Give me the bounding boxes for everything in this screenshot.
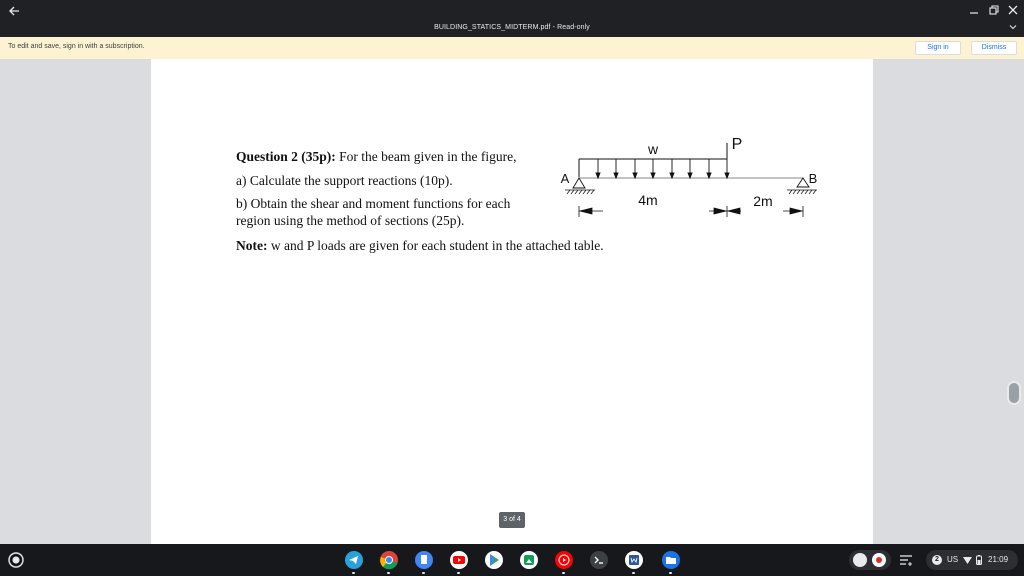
- part-b-line1: b) Obtain the shear and moment functions for each: [236, 196, 511, 211]
- support-b-label: B: [808, 171, 818, 186]
- sign-in-button[interactable]: Sign in: [915, 41, 961, 55]
- note-text: [236, 238, 604, 254]
- pdf-page: [151, 59, 873, 544]
- wifi-icon: [963, 556, 972, 564]
- support-a-label: A: [560, 171, 570, 186]
- capture-record-icon: [871, 552, 887, 568]
- distributed-load: [579, 159, 729, 178]
- subscription-banner: [0, 37, 1024, 59]
- files-icon[interactable]: [661, 550, 681, 570]
- running-indicator: [387, 572, 390, 574]
- question-text: For the beam given in the figure,: [335, 149, 517, 164]
- chrome-icon[interactable]: [379, 550, 399, 570]
- span-2-label: 2m: [753, 193, 773, 209]
- running-indicator: [669, 572, 672, 574]
- part-b-line2: region using the method of sections (25p).: [236, 213, 465, 228]
- page-indicator: 3 of 4: [499, 512, 525, 528]
- youtube-icon[interactable]: [449, 550, 469, 570]
- load-p-label: P: [731, 136, 743, 153]
- close-icon[interactable]: [1005, 2, 1021, 18]
- dismiss-button[interactable]: Dismiss: [971, 41, 1017, 55]
- play-store-icon[interactable]: [484, 550, 504, 570]
- banner-message: To edit and save, sign in with a subscription.: [8, 43, 145, 50]
- ime-menu-icon[interactable]: [898, 552, 914, 568]
- load-w-label: w: [647, 141, 659, 157]
- clock: 21:09: [988, 555, 1009, 564]
- restore-icon[interactable]: [986, 2, 1002, 18]
- span-1-label: 4m: [638, 192, 658, 208]
- holding-space-tray[interactable]: [849, 550, 891, 570]
- question-heading: [236, 149, 516, 165]
- docs-icon[interactable]: [414, 550, 434, 570]
- launcher-icon[interactable]: [6, 550, 26, 570]
- screen-capture-icon: [852, 552, 868, 568]
- telegram-icon[interactable]: [344, 550, 364, 570]
- window-title: BUILDING_STATICS_MIDTERM.pdf - Read-only: [434, 24, 590, 31]
- running-indicator: [632, 572, 635, 574]
- note-label: Note:: [236, 238, 268, 253]
- system-tray[interactable]: [926, 550, 1018, 570]
- running-indicator: [422, 572, 425, 574]
- title-bar: [0, 0, 1024, 37]
- beam-figure: [551, 131, 831, 231]
- terminal-icon[interactable]: [589, 550, 609, 570]
- support-a-pin: [565, 178, 595, 194]
- battery-icon: [976, 555, 982, 565]
- part-a-text: a) Calculate the support reactions (10p).: [236, 173, 453, 188]
- running-indicator: [457, 572, 460, 574]
- shelf: [0, 544, 1024, 576]
- minimize-icon[interactable]: [966, 2, 982, 18]
- question-label: Question 2 (35p):: [236, 149, 336, 164]
- notification-count-badge: 2: [932, 555, 942, 565]
- word-icon[interactable]: [624, 550, 644, 570]
- note-body: w and P loads are given for each student in the attached table.: [267, 238, 604, 253]
- back-arrow-icon[interactable]: [6, 3, 22, 19]
- running-indicator: [352, 572, 355, 574]
- scroll-handle[interactable]: [1007, 381, 1021, 405]
- running-indicator: [562, 572, 565, 574]
- chevron-down-icon[interactable]: [1008, 22, 1018, 32]
- document-viewer[interactable]: [0, 59, 1024, 544]
- keyboard-layout: US: [947, 555, 959, 564]
- youtube-music-icon[interactable]: [554, 550, 574, 570]
- photos-icon[interactable]: [519, 550, 539, 570]
